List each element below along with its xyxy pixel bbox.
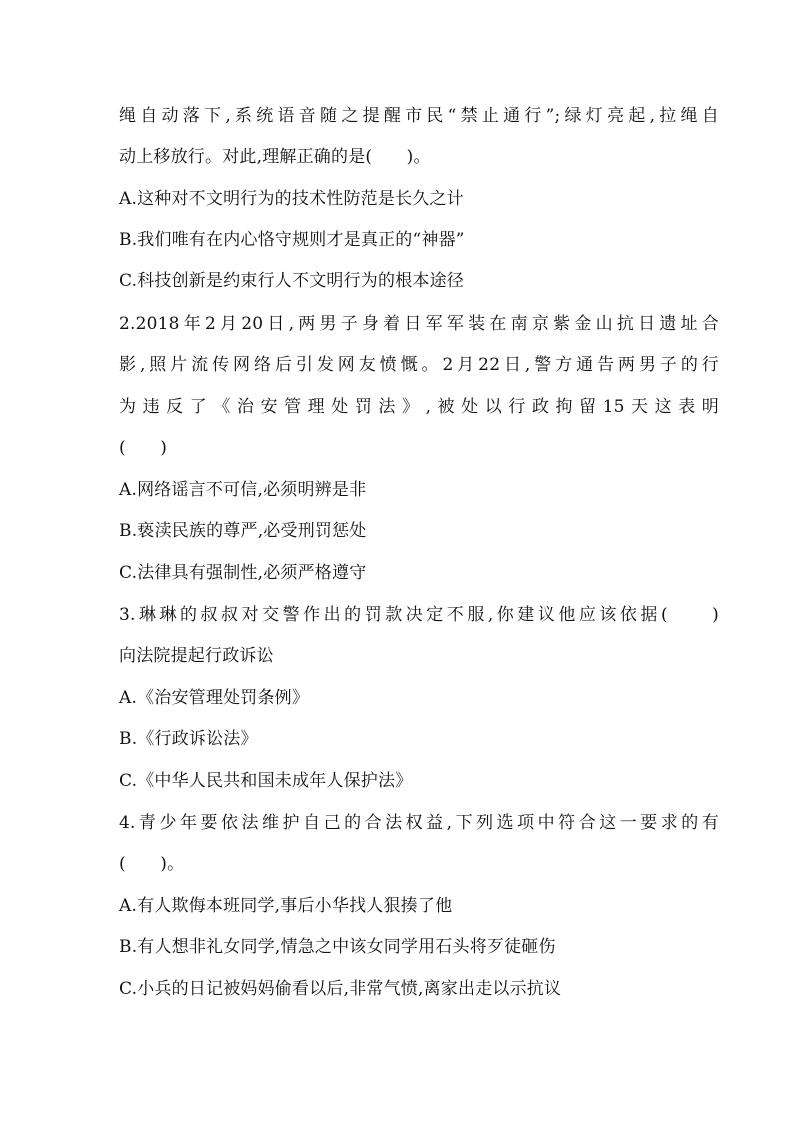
question-1-option-c: C.科技创新是约束行人不文明行为的根本途径 [119,271,465,291]
question-3-option-c: C.《中华人民共和国未成年人保护法》 [119,771,413,791]
question-3-stem-line-2: 向法院提起行政诉讼 [119,646,274,666]
question-1-option-b: B.我们唯有在内心恪守规则才是真正的“神器” [119,230,465,250]
question-2-stem-line-1: 2.2018年2月20日,两男子身着日军军装在南京紫金山抗日遗址合 [119,314,719,334]
question-3-option-a: A.《治安管理处罚条例》 [119,688,310,708]
question-3-stem-line-1: 3.琳琳的叔叔对交警作出的罚款决定不服,你建议他应该依据( ) [119,605,719,625]
question-4-option-b: B.有人想非礼女同学,情急之中该女同学用石头将歹徒砸伤 [119,937,556,957]
question-1-option-a: A.这种对不文明行为的技术性防范是长久之计 [119,189,464,209]
question-2-stem-line-3: 为违反了《治安管理处罚法》,被处以行政拘留15天这表明 [119,397,719,417]
question-2-option-b: B.亵渎民族的尊严,必受刑罚惩处 [119,521,367,541]
question-2-option-a: A.网络谣言不可信,必须明辨是非 [119,480,367,500]
question-2-option-c: C.法律具有强制性,必须严格遵守 [119,563,367,583]
question-2-stem-line-2: 影,照片流传网络后引发网友愤慨。2月22日,警方通告两男子的行 [119,355,719,375]
question-3-option-b: B.《行政诉讼法》 [119,729,258,749]
question-4-option-c: C.小兵的日记被妈妈偷看以后,非常气愤,离家出走以示抗议 [119,979,562,999]
question-4-option-a: A.有人欺侮本班同学,事后小华找人狠揍了他 [119,896,453,916]
question-1-stem-line-2: 动上移放行。对此,理解正确的是( )。 [119,147,431,167]
question-2-answer-blank: ( ) [119,438,168,458]
question-1-stem-line-1: 绳自动落下,系统语音随之提醒市民“禁止通行”;绿灯亮起,拉绳自 [119,106,719,126]
question-4-answer-blank: ( )。 [119,854,185,874]
question-4-stem-line-1: 4.青少年要依法维护自己的合法权益,下列选项中符合这一要求的有 [119,813,719,833]
